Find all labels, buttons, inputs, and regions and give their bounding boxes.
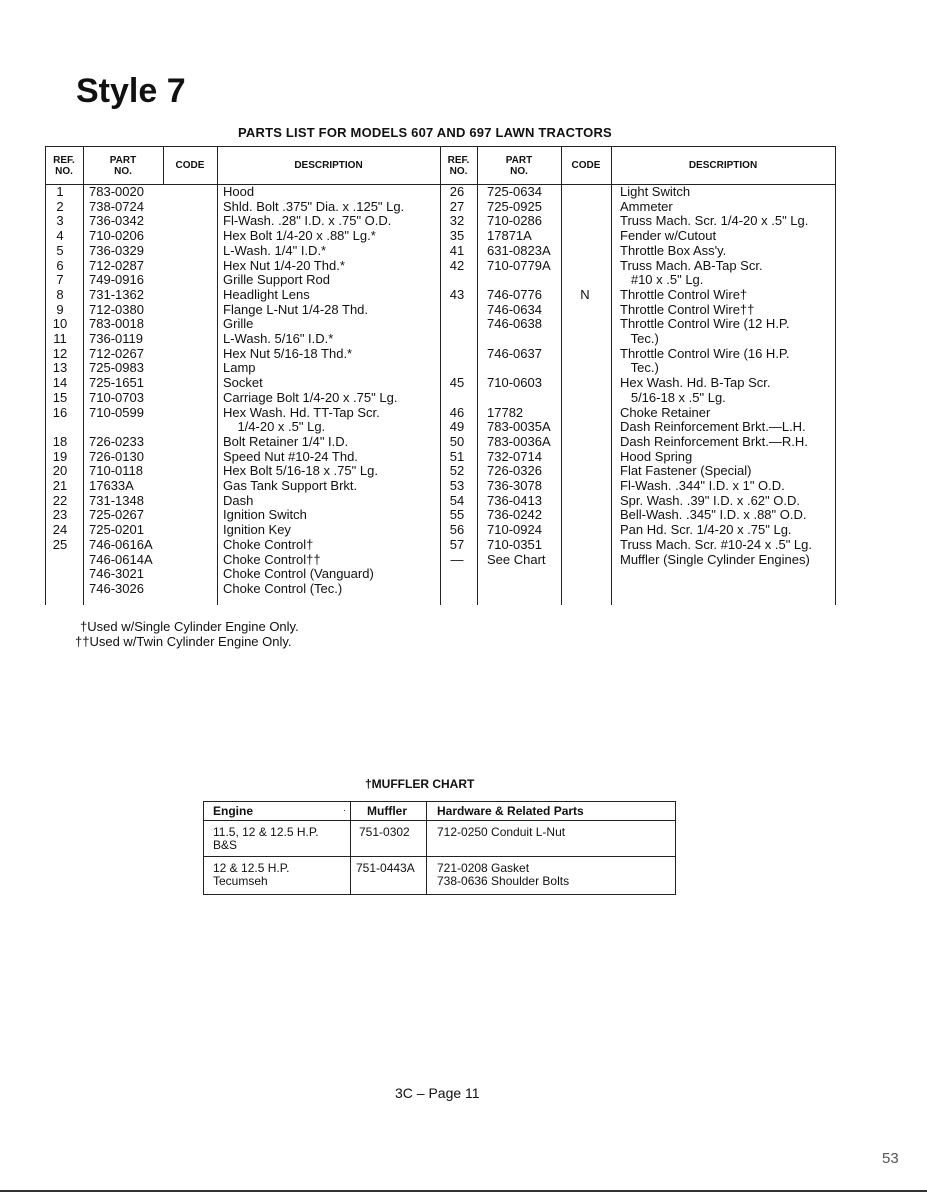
cell-part-no: 725-0634 xyxy=(487,184,542,199)
cell-ref-no: 2 xyxy=(56,198,64,214)
cell-description: Hood Spring xyxy=(620,448,693,464)
cell-ref-no: 51 xyxy=(449,448,465,464)
row-1-muffler: 751-0302 xyxy=(359,825,410,839)
cell-ref-no: 53 xyxy=(449,478,465,493)
cell-part-no: 746-0614A xyxy=(89,551,153,567)
cell-part-no: 17633A xyxy=(89,478,134,493)
cell-description: Speed Nut #10-24 Thd. xyxy=(223,448,358,464)
cell-description: Choke Control† xyxy=(223,536,314,552)
cell-ref-no: 24 xyxy=(52,522,68,538)
header-rule xyxy=(204,820,675,821)
cell-part-no: 731-1362 xyxy=(89,286,144,302)
cell-part-no: 710-0703 xyxy=(89,389,144,405)
cell-ref-no: 45 xyxy=(449,375,465,391)
handwritten-mark: 53 xyxy=(882,1150,899,1167)
cell-ref-no: 10 xyxy=(52,316,68,332)
cell-ref-no: 5 xyxy=(56,242,64,258)
cell-part-no: 725-1651 xyxy=(89,375,144,391)
parts-list-heading: PARTS LIST FOR MODELS 607 AND 697 LAWN TRACTORS xyxy=(238,125,612,140)
cell-description: Hood xyxy=(223,184,255,199)
col-divider xyxy=(426,802,427,894)
cell-ref-no: 27 xyxy=(449,198,465,214)
cell-ref-no: 46 xyxy=(449,404,465,420)
muffler-chart-heading: †MUFFLER CHART xyxy=(365,777,475,791)
cell-description: Ignition Key xyxy=(223,522,291,538)
cell-description: Hex Nut 5/16-18 Thd.* xyxy=(223,345,353,361)
cell-ref-no: 19 xyxy=(52,448,68,464)
cell-description: Fl-Wash. .28" I.D. x .75" O.D. xyxy=(223,213,392,229)
cell-part-no: 725-0201 xyxy=(89,522,144,538)
cell-description: Gas Tank Support Brkt. xyxy=(223,478,358,493)
cell-part-no: 783-0036A xyxy=(487,433,551,449)
cell-ref-no: 13 xyxy=(52,360,68,376)
cell-description: Headlight Lens xyxy=(223,286,310,302)
cell-description: Shld. Bolt .375" Dia. x .125" Lg. xyxy=(223,198,405,214)
cell-part-no: 783-0035A xyxy=(487,419,551,435)
cell-part-no: 736-3078 xyxy=(487,478,542,493)
col-divider xyxy=(83,147,84,605)
cell-part-no: 710-0924 xyxy=(487,522,542,538)
cell-part-no: 736-0342 xyxy=(89,213,144,229)
cell-ref-no: 25 xyxy=(52,536,68,552)
cell-part-no: 712-0287 xyxy=(89,257,144,273)
cell-ref-no: 49 xyxy=(449,419,465,435)
cell-part-no: 17871A xyxy=(487,228,532,244)
cell-description: Truss Mach. Scr. 1/4-20 x .5" Lg. xyxy=(620,213,809,229)
header-hardware: Hardware & Related Parts xyxy=(437,804,584,818)
header-code: CODE xyxy=(571,160,601,171)
header-description: DESCRIPTION xyxy=(294,160,363,171)
cell-description: Spr. Wash. .39" I.D. x .62" O.D. xyxy=(620,492,800,508)
col-divider xyxy=(611,147,612,605)
header-dot: · xyxy=(343,805,346,815)
header-ref-no: REF. NO. xyxy=(53,154,75,177)
cell-description: Grille Support Rod xyxy=(223,272,330,288)
cell-ref-no: 42 xyxy=(449,257,465,273)
cell-part-no: 746-0638 xyxy=(487,316,542,332)
row-2-hardware-2: 738-0636 Shoulder Bolts xyxy=(437,874,570,888)
cell-description: Pan Hd. Scr. 1/4-20 x .75" Lg. xyxy=(620,522,792,538)
cell-ref-no: 32 xyxy=(449,213,465,229)
cell-ref-no: 22 xyxy=(52,492,68,508)
cell-part-no: 746-0776 xyxy=(487,286,542,302)
cell-description: Choke Control (Tec.) xyxy=(223,580,343,596)
cell-part-no: See Chart xyxy=(487,551,546,567)
cell-part-no: 710-0603 xyxy=(487,375,542,391)
cell-ref-no: 26 xyxy=(449,184,465,199)
cell-part-no: 736-0242 xyxy=(487,507,542,523)
cell-description: Tec.) xyxy=(620,360,659,376)
cell-description: Hex Wash. Hd. TT-Tap Scr. xyxy=(223,404,380,420)
footnote-twin: ††Used w/Twin Cylinder Engine Only. xyxy=(75,634,292,649)
cell-ref-no: 57 xyxy=(449,536,465,552)
header-description: DESCRIPTION xyxy=(688,160,758,171)
cell-part-no: 732-0714 xyxy=(487,448,542,464)
cell-description: 1/4-20 x .5" Lg. xyxy=(223,419,326,435)
row-1-engine: 11.5, 12 & 12.5 H.P. xyxy=(213,825,319,839)
cell-ref-no: 12 xyxy=(52,345,68,361)
cell-part-no: 736-0329 xyxy=(89,242,144,258)
bottom-rule xyxy=(0,1190,927,1192)
cell-ref-no: 9 xyxy=(56,301,64,317)
cell-ref-no: 50 xyxy=(449,433,465,449)
cell-description: Bolt Retainer 1/4" I.D. xyxy=(223,433,349,449)
col-divider xyxy=(561,147,562,605)
cell-part-no: 710-0118 xyxy=(89,463,143,479)
cell-ref-no: 23 xyxy=(52,507,68,523)
cell-description: Fl-Wash. .344" I.D. x 1" O.D. xyxy=(620,478,785,493)
cell-description: L-Wash. 5/16" I.D.* xyxy=(223,331,334,346)
header-rule xyxy=(45,184,835,185)
cell-description: Socket xyxy=(223,375,263,391)
cell-part-no: 710-0779A xyxy=(487,257,551,273)
cell-part-no: 738-0724 xyxy=(89,198,144,214)
cell-description: Bell-Wash. .345" I.D. x .88" O.D. xyxy=(620,507,807,523)
cell-ref-no: 54 xyxy=(449,492,465,508)
page-title: Style 7 xyxy=(76,72,186,110)
cell-part-no: 749-0916 xyxy=(89,272,144,288)
cell-part-no: 783-0020 xyxy=(89,184,144,199)
cell-description: 5/16-18 x .5" Lg. xyxy=(620,389,726,405)
cell-description: L-Wash. 1/4" I.D.* xyxy=(223,242,327,258)
cell-description: Grille xyxy=(223,316,254,332)
cell-ref-no: 43 xyxy=(449,286,465,302)
cell-description: #10 x .5" Lg. xyxy=(620,272,704,288)
cell-ref-no: 8 xyxy=(56,286,64,302)
cell-part-no: 736-0413 xyxy=(487,492,542,508)
cell-description: Ammeter xyxy=(620,198,673,214)
cell-code: N xyxy=(580,286,590,302)
cell-ref-no: 15 xyxy=(52,389,68,405)
cell-part-no: 631-0823A xyxy=(487,242,551,258)
header-part-no: PART NO. xyxy=(505,154,533,177)
cell-description: Lamp xyxy=(223,360,256,376)
cell-part-no: 710-0286 xyxy=(487,213,542,229)
row-2-hardware: 721-0208 Gasket xyxy=(437,861,530,875)
row-1-hardware: 712-0250 Conduit L-Nut xyxy=(437,825,566,839)
cell-description: Hex Wash. Hd. B-Tap Scr. xyxy=(620,375,771,391)
cell-description: Choke Control (Vanguard) xyxy=(223,566,374,582)
cell-description: Throttle Control Wire (16 H.P. xyxy=(620,345,790,361)
footnote-single: †Used w/Single Cylinder Engine Only. xyxy=(80,619,299,634)
cell-ref-no: — xyxy=(450,551,464,567)
row-1-engine-make: B&S xyxy=(213,838,238,852)
cell-description: Truss Mach. Scr. #10-24 x .5" Lg. xyxy=(620,536,812,552)
page-number: 3C – Page 11 xyxy=(395,1085,480,1101)
header-ref-no: REF. NO. xyxy=(447,154,470,177)
cell-ref-no: 4 xyxy=(56,228,64,244)
cell-ref-no: 14 xyxy=(52,375,68,391)
cell-part-no: 726-0326 xyxy=(487,463,542,479)
cell-ref-no: 18 xyxy=(52,433,68,449)
header-code: CODE xyxy=(175,160,205,171)
cell-description: Dash xyxy=(223,492,254,508)
col-divider xyxy=(440,147,441,605)
cell-description: Throttle Box Ass'y. xyxy=(620,242,727,258)
cell-ref-no: 55 xyxy=(449,507,465,523)
cell-description: Hex Bolt 1/4-20 x .88" Lg.* xyxy=(223,228,376,244)
muffler-chart-table xyxy=(203,801,676,895)
cell-ref-no: 41 xyxy=(449,242,465,258)
cell-part-no: 725-0267 xyxy=(89,507,144,523)
cell-ref-no: 20 xyxy=(52,463,68,479)
cell-part-no: 725-0983 xyxy=(89,360,144,376)
cell-description: Dash Reinforcement Brkt.—L.H. xyxy=(620,419,806,435)
cell-part-no: 710-0206 xyxy=(89,228,144,244)
cell-description: Fender w/Cutout xyxy=(620,228,717,244)
cell-description: Dash Reinforcement Brkt.—R.H. xyxy=(620,433,808,449)
cell-description: Hex Bolt 5/16-18 x .75" Lg. xyxy=(223,463,378,479)
row-2-muffler: 751-0443A xyxy=(356,861,415,875)
cell-description: Throttle Control Wire†† xyxy=(620,301,755,317)
cell-part-no: 746-3021 xyxy=(89,566,144,582)
cell-part-no: 17782 xyxy=(487,404,524,420)
cell-description: Flat Fastener (Special) xyxy=(620,463,752,479)
row-2-engine-make: Tecumseh xyxy=(213,874,268,888)
cell-ref-no: 7 xyxy=(56,272,64,288)
cell-description: Throttle Control Wire† xyxy=(620,286,748,302)
cell-part-no: 726-0233 xyxy=(89,433,144,449)
cell-part-no: 731-1348 xyxy=(89,492,144,508)
cell-part-no: 710-0599 xyxy=(89,404,144,420)
header-engine: Engine xyxy=(213,804,254,818)
cell-description: Truss Mach. AB-Tap Scr. xyxy=(620,257,763,273)
cell-part-no: 736-0119 xyxy=(89,331,143,346)
cell-part-no: 746-0616A xyxy=(89,536,153,552)
col-divider xyxy=(217,147,218,605)
header-part-no: PART NO. xyxy=(109,154,137,177)
cell-description: Tec.) xyxy=(620,331,659,346)
cell-part-no: 710-0351 xyxy=(487,536,542,552)
cell-part-no: 746-0637 xyxy=(487,345,542,361)
header-muffler: Muffler xyxy=(367,804,407,818)
cell-ref-no: 3 xyxy=(56,213,64,229)
cell-description: Choke Control†† xyxy=(223,551,321,567)
col-divider xyxy=(477,147,478,605)
cell-ref-no: 35 xyxy=(449,228,465,244)
cell-part-no: 746-0634 xyxy=(487,301,542,317)
cell-ref-no: 1 xyxy=(56,184,64,199)
cell-part-no: 783-0018 xyxy=(89,316,144,332)
cell-description: Throttle Control Wire (12 H.P. xyxy=(620,316,790,332)
cell-description: Carriage Bolt 1/4-20 x .75" Lg. xyxy=(223,389,398,405)
cell-part-no: 746-3026 xyxy=(89,580,144,596)
cell-description: Flange L-Nut 1/4-28 Thd. xyxy=(223,301,369,317)
cell-part-no: 725-0925 xyxy=(487,198,542,214)
cell-part-no: 726-0130 xyxy=(89,448,144,464)
cell-part-no: 712-0380 xyxy=(89,301,144,317)
cell-part-no: 712-0267 xyxy=(89,345,144,361)
cell-description: Hex Nut 1/4-20 Thd.* xyxy=(223,257,345,273)
cell-ref-no: 16 xyxy=(52,404,68,420)
cell-description: Choke Retainer xyxy=(620,404,711,420)
col-divider xyxy=(350,802,351,894)
cell-description: Muffler (Single Cylinder Engines) xyxy=(620,551,810,567)
cell-description: Light Switch xyxy=(620,184,691,199)
parts-list-table xyxy=(45,146,836,605)
cell-ref-no: 52 xyxy=(449,463,465,479)
cell-ref-no: 6 xyxy=(56,257,64,273)
row-2-engine: 12 & 12.5 H.P. xyxy=(213,861,290,875)
cell-ref-no: 56 xyxy=(449,522,465,538)
cell-ref-no: 21 xyxy=(52,478,68,493)
cell-ref-no: 11 xyxy=(53,331,67,346)
cell-description: Ignition Switch xyxy=(223,507,307,523)
row-rule xyxy=(204,856,675,857)
